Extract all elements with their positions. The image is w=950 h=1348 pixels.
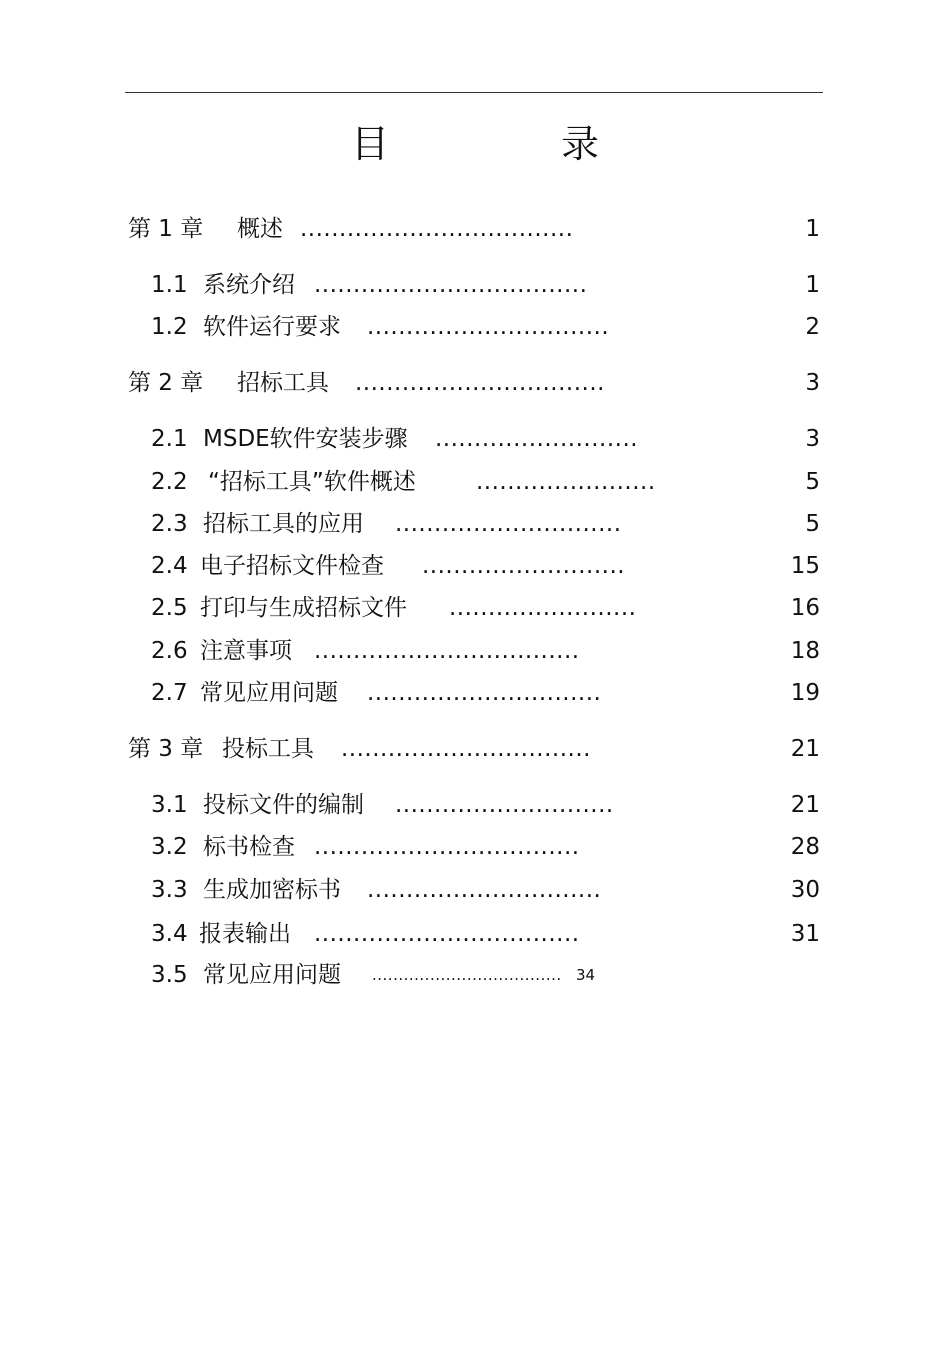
toc-entry-label: “招标工具”软件概述 <box>208 469 416 495</box>
toc-entry-chapter-3[interactable] <box>0 732 950 766</box>
toc-entry-leader: ........................ <box>449 595 637 621</box>
toc-entry-3-4[interactable] <box>0 917 950 951</box>
toc-entry-number: 第 2 章 <box>128 370 204 396</box>
toc-entry-number: 3.1 <box>151 792 188 818</box>
toc-entry-page: 3 <box>805 370 820 396</box>
toc-entry-2-5[interactable] <box>0 591 950 625</box>
toc-entry-page: 28 <box>790 834 820 860</box>
toc-entry-label: 常见应用问题 <box>203 962 341 988</box>
toc-entry-page: 16 <box>790 595 820 621</box>
toc-entry-label: 注意事项 <box>200 638 292 664</box>
toc-entry-2-1[interactable] <box>0 422 950 456</box>
toc-entry-page: 3 <box>805 426 820 452</box>
toc-entry-2-4[interactable] <box>0 549 950 583</box>
toc-entry-leader: .............................. <box>367 877 602 903</box>
toc-entry-page: 31 <box>790 921 820 947</box>
toc-entry-1-2[interactable] <box>0 310 950 344</box>
toc-entry-label: 生成加密标书 <box>203 877 341 903</box>
toc-entry-page: 5 <box>805 511 820 537</box>
toc-entry-page: 5 <box>805 469 820 495</box>
toc-entry-2-6[interactable] <box>0 634 950 668</box>
toc-entry-2-7[interactable] <box>0 676 950 710</box>
toc-entry-label: 软件运行要求 <box>203 314 341 340</box>
toc-entry-leader: .............................. <box>367 680 602 706</box>
toc-entry-number: 第 1 章 <box>128 216 204 242</box>
toc-entry-number: 2.1 <box>151 426 188 452</box>
toc-entry-page: 1 <box>805 272 820 298</box>
toc-entry-label: MSDE软件安装步骤 <box>203 426 408 452</box>
toc-entry-number: 3.5 <box>151 962 188 988</box>
toc-entry-number: 1.2 <box>151 314 188 340</box>
toc-entry-label: 招标工具 <box>237 370 329 396</box>
toc-entry-leader: ............................ <box>395 792 614 818</box>
toc-entry-label: 电子招标文件检查 <box>200 553 384 579</box>
toc-entry-leader: ............................. <box>395 511 622 537</box>
toc-entry-number: 2.2 <box>151 469 188 495</box>
toc-entry-3-1[interactable] <box>0 788 950 822</box>
toc-entry-number: 2.6 <box>151 638 188 664</box>
toc-entry-leader: ............................... <box>367 314 610 340</box>
toc-entry-page: 34 <box>576 966 596 984</box>
toc-entry-label: 系统介绍 <box>203 272 295 298</box>
toc-entry-number: 2.3 <box>151 511 188 537</box>
toc-entry-leader: .................................... <box>372 966 562 984</box>
toc-entry-leader: .................................. <box>314 834 580 860</box>
toc-entry-leader: .................................. <box>314 638 580 664</box>
toc-entry-label: 报表输出 <box>199 921 291 947</box>
toc-entry-page: 21 <box>790 792 820 818</box>
toc-entry-page: 15 <box>790 553 820 579</box>
toc-entry-number: 1.1 <box>151 272 188 298</box>
toc-entry-leader: ....................... <box>476 469 656 495</box>
toc-entry-2-3[interactable] <box>0 507 950 541</box>
toc-entry-number: 2.7 <box>151 680 188 706</box>
toc-entry-page: 18 <box>790 638 820 664</box>
toc-entry-label: 常见应用问题 <box>200 680 338 706</box>
toc-entry-chapter-1[interactable] <box>0 212 950 246</box>
toc-entry-leader: ................................ <box>341 736 591 762</box>
toc-entry-leader: .......................... <box>422 553 626 579</box>
toc-entry-number: 第 3 章 <box>128 736 204 762</box>
toc-entry-label: 打印与生成招标文件 <box>200 595 407 621</box>
toc-entry-number: 2.4 <box>151 553 188 579</box>
toc-entry-number: 2.5 <box>151 595 188 621</box>
toc-entry-label: 投标文件的编制 <box>203 792 364 818</box>
toc-entry-number: 3.3 <box>151 877 188 903</box>
toc-entry-page: 2 <box>805 314 820 340</box>
toc-entry-leader: ................................... <box>314 272 588 298</box>
toc-entry-page: 21 <box>790 736 820 762</box>
toc-entry-chapter-2[interactable] <box>0 366 950 400</box>
toc-entry-leader: ................................... <box>300 216 574 242</box>
toc-entry-leader: .......................... <box>435 426 639 452</box>
toc-entry-label: 投标工具 <box>222 736 314 762</box>
toc-entry-2-2[interactable] <box>0 465 950 499</box>
toc-entry-page: 1 <box>805 216 820 242</box>
page-title: 目 录 <box>350 122 680 166</box>
toc-entry-leader: ................................ <box>355 370 605 396</box>
toc-entry-1-1[interactable] <box>0 268 950 302</box>
toc-entry-page: 19 <box>790 680 820 706</box>
toc-entry-page: 30 <box>790 877 820 903</box>
toc-entry-leader: .................................. <box>314 921 580 947</box>
toc-entry-number: 3.2 <box>151 834 188 860</box>
toc-entry-3-5[interactable] <box>0 958 950 992</box>
toc-entry-3-3[interactable] <box>0 873 950 907</box>
toc-entry-number: 3.4 <box>151 921 188 947</box>
toc-entry-label: 招标工具的应用 <box>203 511 364 537</box>
toc-entry-3-2[interactable] <box>0 830 950 864</box>
toc-entry-label: 标书检查 <box>203 834 295 860</box>
toc-entry-label: 概述 <box>237 216 283 242</box>
